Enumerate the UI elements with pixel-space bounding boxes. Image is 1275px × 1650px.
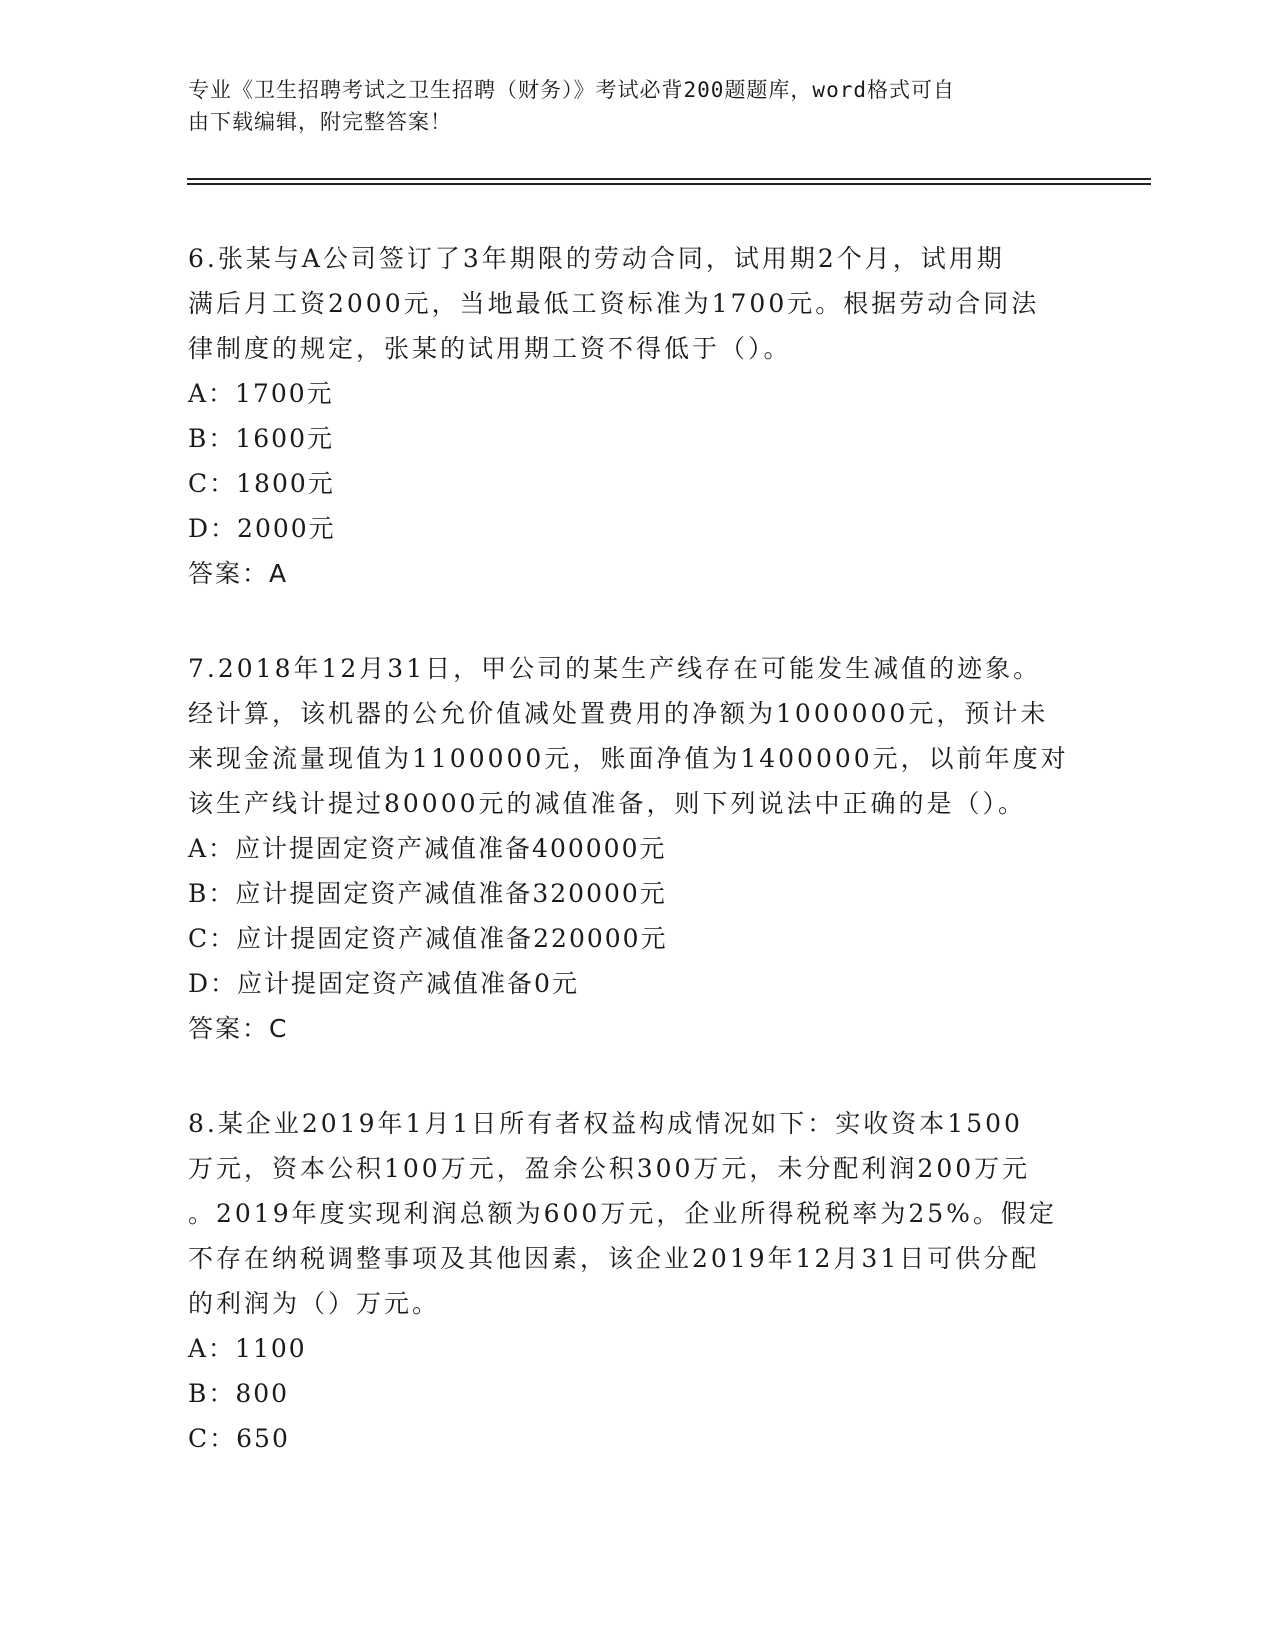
- question-stem-line: 7.2018年12月31日，甲公司的某生产线存在可能发生减值的迹象。: [188, 654, 1042, 683]
- header-divider-bottom: [187, 183, 1151, 185]
- question-7: [188, 646, 1088, 1051]
- question-stem-line: 来现金流量现值为1100000元，账面净值为1400000元，以前年度对: [188, 744, 1069, 773]
- option-b: B：1600元: [188, 424, 334, 453]
- question-stem-line: 8.某企业2019年1月1日所有者权益构成情况如下：实收资本1500: [188, 1109, 1023, 1138]
- question-stem-line: 经计算，该机器的公允价值减处置费用的净额为1000000元，预计未: [188, 699, 1049, 728]
- question-stem-line: 该生产线计提过80000元的减值准备，则下列说法中正确的是（）。: [188, 789, 1027, 818]
- header-line-2: 由下载编辑，附完整答案！: [188, 110, 452, 134]
- option-c: C：应计提固定资产减值准备220000元: [188, 924, 668, 953]
- option-a: A：1700元: [188, 379, 334, 408]
- question-stem-line: 万元，资本公积100万元，盈余公积300万元，未分配利润200万元: [188, 1154, 1031, 1183]
- header-line-1: 专业《卫生招聘考试之卫生招聘（财务）》考试必背200题题库，word格式可自: [188, 78, 955, 102]
- question-8: [188, 1101, 1088, 1461]
- question-stem-line: 满后月工资2000元，当地最低工资标准为1700元。根据劳动合同法: [188, 289, 1040, 318]
- answer-line: 答案：A: [188, 559, 289, 588]
- question-6: [188, 236, 1088, 596]
- question-stem-line: 律制度的规定，张某的试用期工资不得低于（）。: [188, 334, 792, 363]
- option-a: A：1100: [188, 1334, 307, 1363]
- header-divider-top: [187, 178, 1151, 180]
- document-header: [188, 74, 1088, 138]
- question-stem-line: 6.张某与A公司签订了3年期限的劳动合同，试用期2个月，试用期: [188, 244, 1005, 273]
- question-stem-line: 。2019年度实现利润总额为600万元，企业所得税税率为25%。假定: [188, 1199, 1057, 1228]
- question-stem-line: 的利润为（）万元。: [188, 1289, 441, 1318]
- question-stem-line: 不存在纳税调整事项及其他因素，该企业2019年12月31日可供分配: [188, 1244, 1040, 1273]
- option-c: C：1800元: [188, 469, 335, 498]
- option-d: D：2000元: [188, 514, 336, 543]
- option-d: D：应计提固定资产减值准备0元: [188, 969, 579, 998]
- option-c: C：650: [188, 1424, 290, 1453]
- option-b: B：应计提固定资产减值准备320000元: [188, 879, 667, 908]
- option-b: B：800: [188, 1379, 290, 1408]
- option-a: A：应计提固定资产减值准备400000元: [188, 834, 667, 863]
- answer-line: 答案：C: [188, 1014, 289, 1043]
